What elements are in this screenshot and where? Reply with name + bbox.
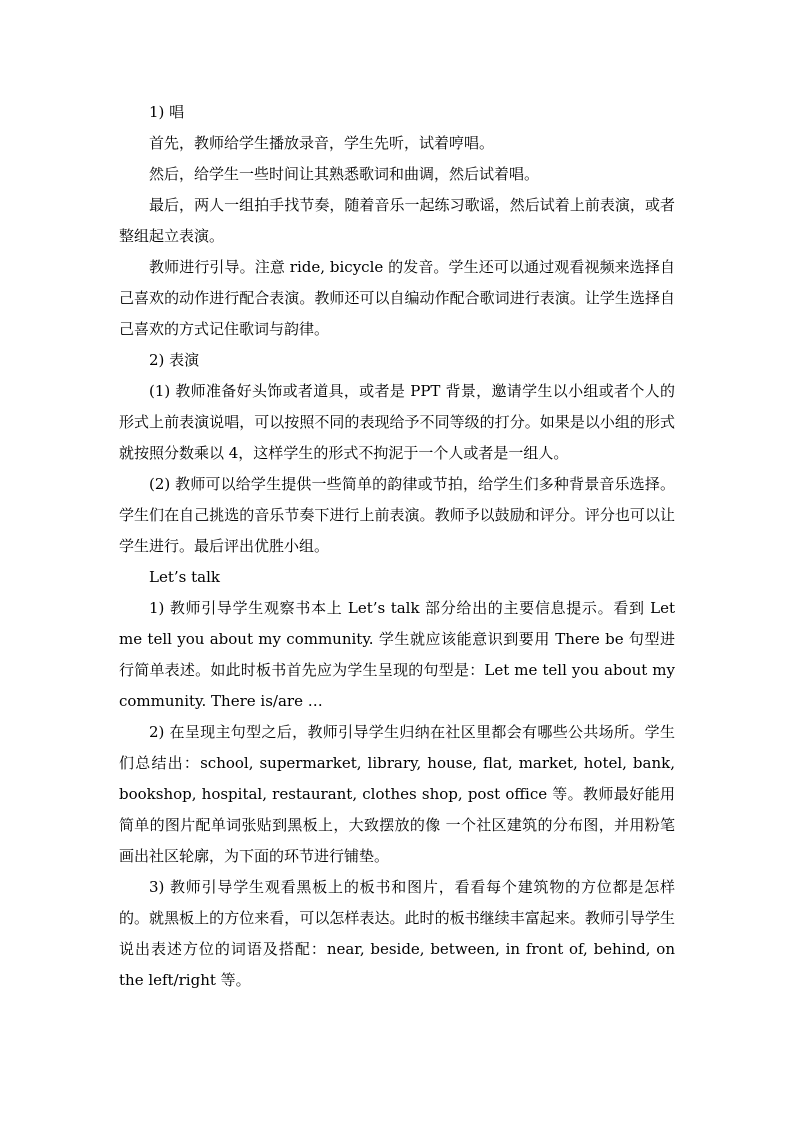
paragraph-talk-1: 1) 教师引导学生观察书本上 Let’s talk 部分给出的主要信息提示。看到 Let me tell you about my community. 学生就应该能意识到要用 There be 句型进行简单表述。如此时板书首先应为学生呈现的句型是：Let me tell you about my community. There is/are … <box>119 599 675 710</box>
paragraph-guidance: 教师进行引导。注意 ride, bicycle 的发音。学生还可以通过观看视频来选择自己喜欢的动作进行配合表演。教师还可以自编动作配合歌词进行表演。让学生选择自己喜欢的方式记住歌词与韵律。 <box>119 258 675 338</box>
paragraph-first: 首先，教师给学生播放录音，学生先听，试着哼唱。 <box>149 134 495 152</box>
paragraph-then: 然后，给学生一些时间让其熟悉歌词和曲调，然后试着唱。 <box>149 165 540 183</box>
paragraph-perform-1: (1) 教师准备好头饰或者道具，或者是 PPT 背景，邀请学生以小组或者个人的形式上前表演说唱，可以按照不同的表现给予不同等级的打分。如果是以小组的形式就按照分数乘以 4，这样学生的形式不拘泥于一个人或者是一组人。 <box>119 382 675 462</box>
paragraph-perform-2: (2) 教师可以给学生提供一些简单的韵律或节拍，给学生们多种背景音乐选择。学生们在自己挑选的音乐节奏下进行上前表演。教师予以鼓励和评分。评分也可以让学生进行。最后评出优胜小组。 <box>119 475 675 555</box>
paragraph-finally: 最后，两人一组拍手找节奏，随着音乐一起练习歌谣，然后试着上前表演，或者整组起立表演。 <box>119 196 675 245</box>
heading-lets-talk: Let’s talk <box>149 568 220 586</box>
paragraph-talk-2: 2) 在呈现主句型之后，教师引导学生归纳在社区里都会有哪些公共场所。学生们总结出：school, supermarket, library, house, flat, market, hotel, bank, bookshop, hospital, restaurant, clothes shop, post office 等。教师最好能用简单的图片配单词张贴到黑板上，大致摆放的像 一个社区建筑的分布图，并用粉笔画出社区轮廓，为下面的环节进行铺垫。 <box>119 723 675 865</box>
document-page <box>119 97 675 996</box>
paragraph-talk-3: 3) 教师引导学生观看黑板上的板书和图片，看看每个建筑物的方位都是怎样的。就黑板上的方位来看，可以怎样表达。此时的板书继续丰富起来。教师引导学生说出表述方位的词语及搭配：near, beside, between, in front of, behind, on the left/right 等。 <box>119 878 675 989</box>
heading-perform: 2) 表演 <box>149 351 200 369</box>
heading-sing: 1) 唱 <box>149 103 185 121</box>
